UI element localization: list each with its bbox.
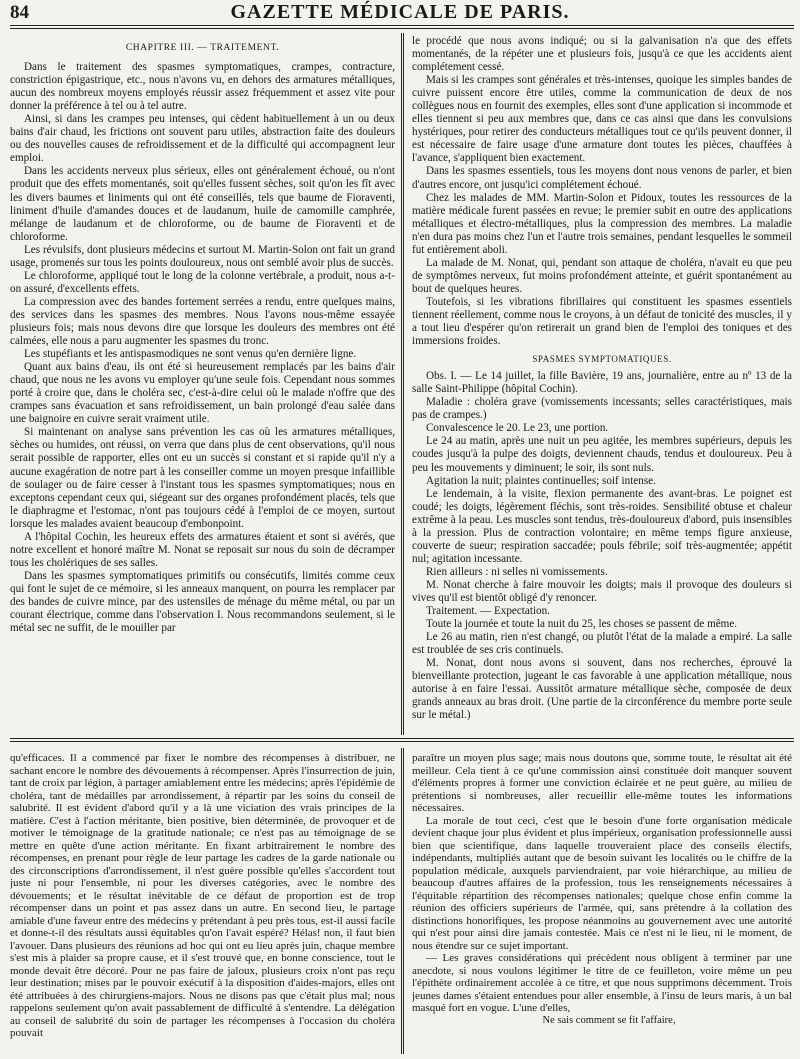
right-column bbox=[412, 35, 792, 730]
observation-paragraph: M. Nonat cherche à faire mouvoir les doigts; mais il provoque des douleurs si vives qu'il est bientôt obligé d'y renoncer. bbox=[412, 578, 792, 604]
observation-paragraph: Le lendemain, à la visite, flexion permanente des avant-bras. Le poignet est coudé; les doigts, légèrement fléchis, sont très-roides. Sensibilité obtuse et chaleur extrême à la peau. Les muscles sont tendus, très-douloureux d'abord, puis insensibles à la pression. Plus de contraction volontaire; en même temps figure anxieuse, couverte de sueur; respiration saccadée; pouls fébrile; soif très-augmentée; appétit nul; agitation incessante. bbox=[412, 487, 792, 565]
page-header bbox=[0, 0, 800, 24]
left-column-paragraphs bbox=[10, 61, 395, 635]
column-separator-top bbox=[401, 33, 404, 735]
chapter-title: CHAPITRE III. — TRAITEMENT. bbox=[125, 43, 280, 53]
paragraph: La malade de M. Nonat, qui, pendant son attaque de choléra, n'avait eu que peu de symptômes nerveux, fut moins profondément atteinte, et guérit spontanément au bout de quelques heures. bbox=[412, 256, 792, 295]
feuilleton-right-column bbox=[412, 752, 792, 1052]
paragraph: Ainsi, si dans les crampes peu intenses, qui cèdent habituellement à un ou deux bains d'air chaud, les frictions ont souvent paru utiles, abstraction faite des douleurs ou des nouvelles causes de refroidissement et de la difficulté qui accompagnent leur emploi. bbox=[10, 113, 395, 165]
feuilleton-left-column bbox=[10, 752, 395, 1052]
feuilleton-paragraph: qu'efficaces. Il a commencé par fixer le nombre des récompenses à distribuer, ne sachant encore le nombre des dévouements à récompenser. Après l'insurrection de juin, tant de croix par légion, à partager amiablement entre les médecins; après l'épidémie de choléra, tant de médailles par arrondissement, à répartir par les soins du conseil de salubrité. Il est évident d'abord qu'il y a là une viciation des vrais principes de la matière. C'est à l'action méritante, bien positive, bien déterminée, de provoquer et de motiver le témoignage de la gratitude nationale; ce n'est pas au témoignage de se mettre en quête d'une action méritante. En fixant arbitrairement le nombre des récompenses, en prenant pour règle de leur partage les cadres de la garde nationale ou des circonscriptions d'arrondissement, il n'est guère possible qu'elles s'accordent tout juste ni pour l'ensemble, ni pour les diverses catégories, avec le nombre des dévouements; et le résultat inévitable de ce défaut de proportion est de trop récompenser dans un point et pas assez dans un autre. En second lieu, le partage amiable d'une faveur entre des médecins y prétendant à peu près tous, est-il aussi facile et donne-t-il des résultats aussi équitables qu'on l'avait espéré? Hélas! non, il faut bien l'avouer. Dans plusieurs des réunions ad hoc qui ont eu lieu après juin, chaque membre s'est mis à plaider sa propre cause, et il s'est trouvé que, en bonne conscience, tout le monde devait être décoré. Pour ne pas faire de jaloux, plusieurs croix n'ont pas reçu leur destination; mises par le pouvoir exécutif à la disposition d'aides-majors, elles ont été attribuées à des chirurgiens-majors. Nous ne disons pas que c'était plus mal; nous rappelons seulement qu'on avait passablement de difficulté à s'entendre. La délégation au conseil de salubrité du soin de partager les récompenses à l'occasion du choléra pouvait bbox=[10, 752, 395, 1039]
feuilleton-rule bbox=[10, 738, 794, 739]
header-rule bbox=[10, 25, 794, 26]
observation-paragraph: Convalescence le 20. Le 23, une portion. bbox=[426, 422, 609, 435]
paragraph: Les stupéfiants et les antispasmodiques ne sont venus qu'en dernière ligne. bbox=[24, 348, 357, 361]
feuilleton-right-paragraphs bbox=[412, 752, 792, 1015]
paragraph: Mais si les crampes sont générales et très-intenses, quoique les simples bandes de cuivre puissent encore être utiles, comme la communication de deux de nos collègues nous en fournit des exemples, elles sont d'une application si incommode et elles tiennent si peu aux membres que, dans ce cas ainsi que dans les convulsions hystériques, pour retirer des conducteurs métalliques tout ce qu'ils peuvent donner, il est nécessaire de faire usage d'une armature dont toutes les pièces, chauffées à l'avance, s'appliquent bien exactement. bbox=[412, 74, 792, 165]
paragraph: Si maintenant on analyse sans prévention les cas où les armatures métalliques, sèches ou humides, ont réussi, on verra que dans plus de cent observations, qu'il nous serait possible de rapporter, elles ont eu un succès si constant et si rapide qu'il n'y a aucune exagération de notre part à les conseiller comme un moyen presque infaillible de soulager ou de faire cesser à l'instant tous les spasmes symptomatiques; nous en exceptons cependant ceux qui, siégeant sur des organes profondément placés, tels que le diaphragme et l'estomac, n'ont pas toujours cédé à l'emploi de ce moyen, surtout lorsque les malades avaient beaucoup d'embonpoint. bbox=[10, 426, 395, 530]
observation-paragraph: Le 26 au matin, rien n'est changé, ou plutôt l'état de la malade a empiré. La salle est troublée de ses cris continuels. bbox=[412, 631, 792, 657]
paragraph: Chez les malades de MM. Martin-Solon et Pidoux, toutes les ressources de la matière médicale furent passées en revue; le premier subit en outre des applications métalliques et électro-métalliques, plus la compression des membres. La maladie n'en dura pas moins chez l'un et l'autre trois semaines, pendant lesquelles le sommeil fut entièrement aboli. bbox=[412, 191, 792, 256]
paragraph: Dans le traitement des spasmes symptomatiques, crampes, contracture, constriction épigastrique, etc., nous n'avons vu, en dehors des armatures métalliques, aucun des nombreux moyens employés réussir assez fréquemment et assez vite pour donner la préférence à tel ou à tel autre. bbox=[10, 61, 395, 113]
paragraph: Quant aux bains d'eau, ils ont été si heureusement remplacés par les bains d'air chaud, que nous ne les avons vu employer qu'une seule fois. Cependant nous sommes porté à croire que, dans le choléra sec, c'est-à-dire celui où le malade n'offre que des crampes sans évacuation et sans refroidissement, un bain prolongé d'eau salée dans une baignoire en cuivre serait vraiment utile. bbox=[10, 361, 395, 426]
left-column bbox=[10, 40, 395, 730]
paragraph: Dans les spasmes symptomatiques primitifs ou consécutifs, limités comme ceux qui font le sujet de ce mémoire, si les anneaux manquent, on pourra les remplacer par des bandes de cuivre mince, par des ustensiles de ménage du même métal, ou par un courant électrique, comme dans l'observation I. Nous recommandons seulement, si le métal sec ne suffit, de le mouiller par bbox=[10, 569, 395, 635]
paragraph: Dans les spasmes essentiels, tous les moyens dont nous venons de parler, et bien d'autres encore, ont jusqu'ici complétement échoué. bbox=[412, 165, 792, 191]
paragraph: La compression avec des bandes fortement serrées a rendu, entre quelques mains, des services dans les spasmes des membres. Nous l'avons nous-même essayée plusieurs fois; mais nous devons dire que lorsque les douleurs des membres ont été calmées, elle nous a paru augmenter les spasmes du tronc. bbox=[10, 295, 395, 348]
feuilleton-paragraph: — Les graves considérations qui précèdent nous obligent à terminer par une anecdote, si nous voulons légitimer le titre de ce feuilleton, voire même un peu l'épithète ordinairement accolée à ce titre, et que nous supprimons décemment. Trois jeunes dames s'étaient entendues pour aller ensemble, à l'insu de leurs maris, à un bal masqué fort en vogue. L'une d'elles, bbox=[412, 952, 792, 1014]
observation-paragraph: Obs. I. — Le 14 juillet, la fille Bavière, 19 ans, journalière, entre au nº 13 de la salle Saint-Philippe (hôpital Cochin). bbox=[412, 370, 792, 396]
paragraph: Les révulsifs, dont plusieurs médecins et surtout M. Martin-Solon ont fait un grand usage, promenés sur tous les points douloureux, nous ont semblé avoir plus de succès. bbox=[10, 243, 395, 269]
paragraph: Le chloroforme, appliqué tout le long de la colonne vertébrale, a produit, nous a-t-on assuré, d'excellents effets. bbox=[10, 269, 395, 295]
observation-paragraph: Le 24 au matin, après une nuit un peu agitée, les membres supérieurs, depuis les coudes jusqu'à la pulpe des doigts, deviennent chauds, tendus et douloureux. Peu à peu les mouvements y diminuent; le soir, ils sont nuls. bbox=[412, 435, 792, 474]
feuilleton-paragraph: paraître un moyen plus sage; mais nous doutons que, somme toute, le résultat ait été meilleur. Cela tient à ce qu'une commission ainsi constituée doit manquer souvent d'éléments propres à former une conviction éclairée et ne peut guère, au milieu de prétentions si nombreuses, aller recueillir elle-même toutes les informations nécessaires. bbox=[412, 752, 792, 814]
feuilleton-paragraph: La morale de tout ceci, c'est que le besoin d'une forte organisation médicale devient chaque jour plus évident et plus impérieux, organisation professionnelle aussi bien que scientifique, dans laquelle trouveraient place des conseils électifs, indépendants, multipliés autant que de besoin suivant les localités ou le chiffre de la population médicale, auxquels parviendraient, par voie hiérarchique, au milieu de beaucoup d'autres affaires de la profession, tous les renseignements nécessaires à l'équitable répartition des récompenses nationales; quelque chose enfin comme la réunion des officiers supérieurs de l'armée, qui, sans prétendre à la collation des distinctions honorifiques, les propose néanmoins au gouvernement avec une autorité qui n'est pour ainsi dire jamais contestée. Mais ce n'est ni le lieu, ni le moment, de nous étendre sur ce sujet important. bbox=[412, 814, 792, 952]
observation-paragraph: Traitement. — Expectation. bbox=[426, 605, 550, 618]
right-column-paragraphs bbox=[412, 35, 792, 348]
paragraph: le procédé que nous avons indiqué; ou si la galvanisation n'a que des effets momentanés, de la répéter une et plusieurs fois, jusqu'à ce que les accidents aient complétement cessé. bbox=[412, 35, 792, 74]
observation-paragraph: Maladie : choléra grave (vomissements incessants; selles caractéristiques, mais pas de crampes.) bbox=[412, 396, 792, 422]
header-rule-2 bbox=[10, 28, 794, 29]
subsection-title: SPASMES SYMPTOMATIQUES. bbox=[532, 354, 672, 365]
column-separator-bottom bbox=[401, 748, 404, 1054]
observation-paragraphs bbox=[412, 370, 792, 722]
observation-paragraph: M. Nonat, dont nous avons si souvent, dans nos recherches, éprouvé la bienveillante protection, jugeant le cas favorable à une application métallique, nous autorise à en faire l'essai. Aussitôt armature métallique sèche, composée de deux grands anneaux au bras droit. (Une partie de la circonférence du membre porte seule sur le métal.) bbox=[412, 657, 792, 722]
observation-paragraph: Toute la journée et toute la nuit du 25, les choses se passent de même. bbox=[426, 618, 738, 631]
feuilleton-rule-2 bbox=[10, 741, 794, 742]
observation-paragraph: Agitation la nuit; plaintes continuelles; soif intense. bbox=[426, 474, 656, 487]
feuilleton-left-paragraphs bbox=[10, 752, 395, 1040]
journal-title: GAZETTE MÉDICALE DE PARIS. bbox=[230, 1, 570, 23]
observation-paragraph: Rien ailleurs : ni selles ni vomissements. bbox=[426, 565, 608, 578]
paragraph: Dans les accidents nerveux plus sérieux, elles ont généralement échoué, ou n'ont produit que des effets momentanés, soit qu'elles fussent sèches, soit qu'on les fît avec les divers baumes et liniments qui ont été conseillés, tels que baume de Fioraventi, liniment d'huile d'amandes douces et de laudanum, huile de camomille camphrée, mélange de laudanum et de chloroforme, ou de baume de Fioraventi et de chloroforme. bbox=[10, 165, 395, 243]
page-number: 84 bbox=[10, 2, 29, 23]
closing-line: Ne sais comment se fit l'affaire, bbox=[542, 1014, 676, 1026]
paragraph: Toutefois, si les vibrations fibrillaires qui constituent les spasmes essentiels tiennent réellement, comme nous le croyons, à un défaut de tonicité des muscles, il y a tout lieu d'espérer qu'on retirerait un grand bien de l'emploi des toniques et des immersions froides. bbox=[412, 295, 792, 348]
paragraph: A l'hôpital Cochin, les heureux effets des armatures étaient et sont si avérés, que notre excellent et honoré maître M. Nonat se reposait sur nous du soin de décramper tous les cholériques de ses salles. bbox=[10, 530, 395, 569]
